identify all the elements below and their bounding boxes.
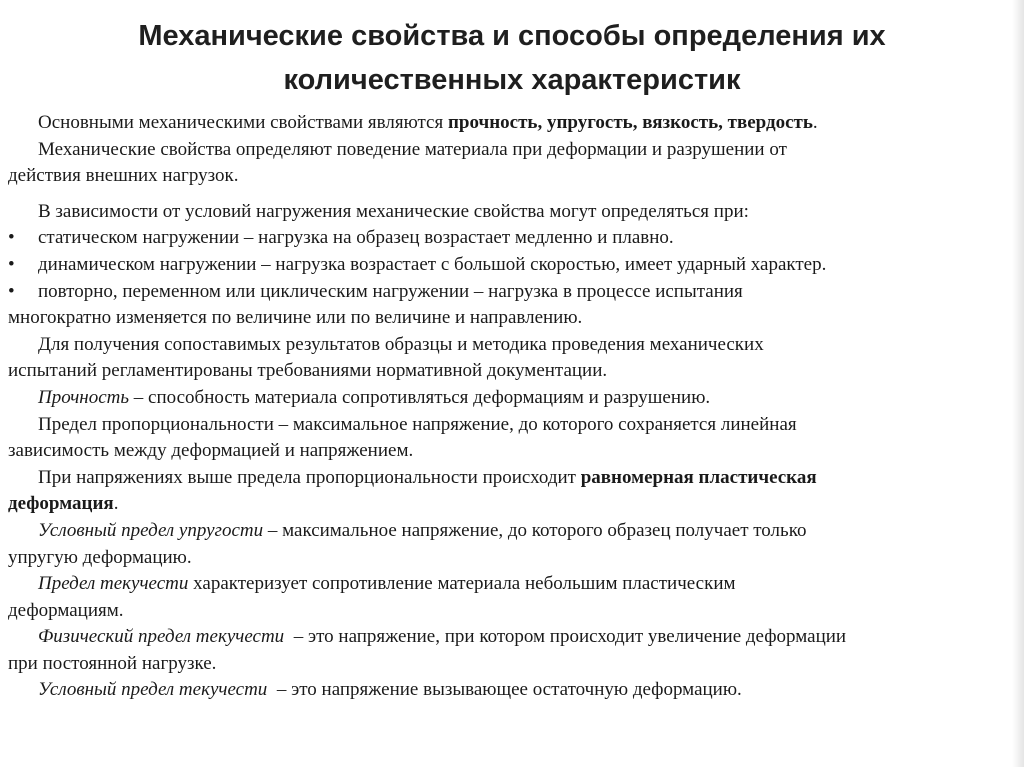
definition-text-cont: деформациям. xyxy=(8,599,124,621)
paragraph-line-2: испытаний регламентированы требованиями нормативной документации. xyxy=(8,360,608,382)
bold-uniform-plastic: равномерная пластическая xyxy=(580,466,817,488)
list-item-cyclic xyxy=(8,279,1014,306)
term-strength: Прочность xyxy=(38,386,130,408)
definition-text: – способность материала сопротивляться деформациям и разрушению. xyxy=(129,386,711,408)
list-item-text: статическом нагружении – нагрузка на образец возрастает медленно и плавно. xyxy=(38,227,674,249)
definition-text: – максимальное напряжение, до которого образец получает только xyxy=(263,519,807,541)
list-item-text: динамическом нагружении – нагрузка возрастает с большой скоростью, имеет ударный характер. xyxy=(38,253,827,275)
slide-title-line-2: количественных характеристик xyxy=(283,64,741,96)
bullet-icon: • xyxy=(8,253,15,275)
definition-text-cont: упругую деформацию. xyxy=(8,546,192,568)
list-item-cyclic-cont xyxy=(8,305,1014,332)
definition-text-cont: при постоянной нагрузке. xyxy=(8,652,217,674)
definition-yield-strength xyxy=(8,571,1014,598)
list-item-text-cont: многократно изменяется по величине или по величине и направлению. xyxy=(8,307,583,329)
term-conditional-yield: Условный предел текучести xyxy=(38,679,268,701)
list-item-text: повторно, переменном или циклическим нагружении – нагрузка в процессе испытания xyxy=(38,280,743,302)
paragraph-comparable-results xyxy=(8,332,1014,359)
paragraph-main-properties xyxy=(8,110,1014,137)
definition-physical-yield-cont xyxy=(8,651,1014,678)
slide-title-line-1: Механические свойства и способы определения их xyxy=(138,20,886,52)
term-yield-strength: Предел текучести xyxy=(38,573,189,595)
list-item-static xyxy=(8,225,1014,252)
slide-body xyxy=(8,110,1014,704)
term-physical-yield: Физический предел текучести xyxy=(38,626,285,648)
definition-proportional-limit xyxy=(8,412,1014,439)
paragraph-line-1: Механические свойства определяют поведение материала при деформации и разрушении от xyxy=(38,138,787,160)
definition-text: – это напряжение вызывающее остаточную деформацию. xyxy=(267,679,742,701)
definition-proportional-limit-cont xyxy=(8,438,1014,465)
bullet-icon: • xyxy=(8,280,15,302)
paragraph-text-end: . xyxy=(812,112,818,133)
paragraph-line-1: Предел пропорциональности – максимальное напряжение, до которого сохраняется линейная xyxy=(38,413,797,435)
paragraph-behaviour xyxy=(8,137,1014,164)
paragraph-behaviour-cont xyxy=(8,163,1014,190)
paragraph-comparable-results-cont xyxy=(8,358,1014,385)
paragraph-text: Основными механическими свойствами являются xyxy=(38,112,448,133)
bullet-icon: • xyxy=(8,227,15,249)
paragraph-text: В зависимости от условий нагружения механические свойства могут определяться при: xyxy=(38,200,749,222)
paragraph-plastic-deformation-cont xyxy=(8,491,1014,518)
definition-yield-strength-cont xyxy=(8,598,1014,625)
definition-strength xyxy=(8,385,1014,412)
definition-elastic-limit xyxy=(8,518,1014,545)
paragraph-text: При напряжениях выше предела пропорциональности происходит xyxy=(38,466,581,488)
definition-physical-yield xyxy=(8,624,1014,651)
bold-deformation: деформация xyxy=(8,493,114,515)
definition-elastic-limit-cont xyxy=(8,545,1014,572)
list-item-dynamic xyxy=(8,252,1014,279)
paragraph-plastic-deformation xyxy=(8,465,1014,492)
paragraph-loading-conditions xyxy=(8,199,1014,226)
paragraph-line-2: зависимость между деформацией и напряжением. xyxy=(8,440,414,462)
definition-text: – это напряжение, при котором происходит увеличение деформации xyxy=(284,626,847,648)
slide-title xyxy=(40,14,984,102)
paragraph-line-2: действия внешних нагрузок. xyxy=(8,165,239,187)
definition-text: характеризует сопротивление материала небольшим пластическим xyxy=(188,573,736,595)
term-elastic-limit: Условный предел упругости xyxy=(38,519,264,541)
paragraph-line-1: Для получения сопоставимых результатов образцы и методика проведения механических xyxy=(38,333,764,355)
definition-conditional-yield xyxy=(8,677,1014,704)
bold-properties-list: прочность, упругость, вязкость, твердость xyxy=(447,112,813,133)
paragraph-text-end: . xyxy=(113,493,119,515)
